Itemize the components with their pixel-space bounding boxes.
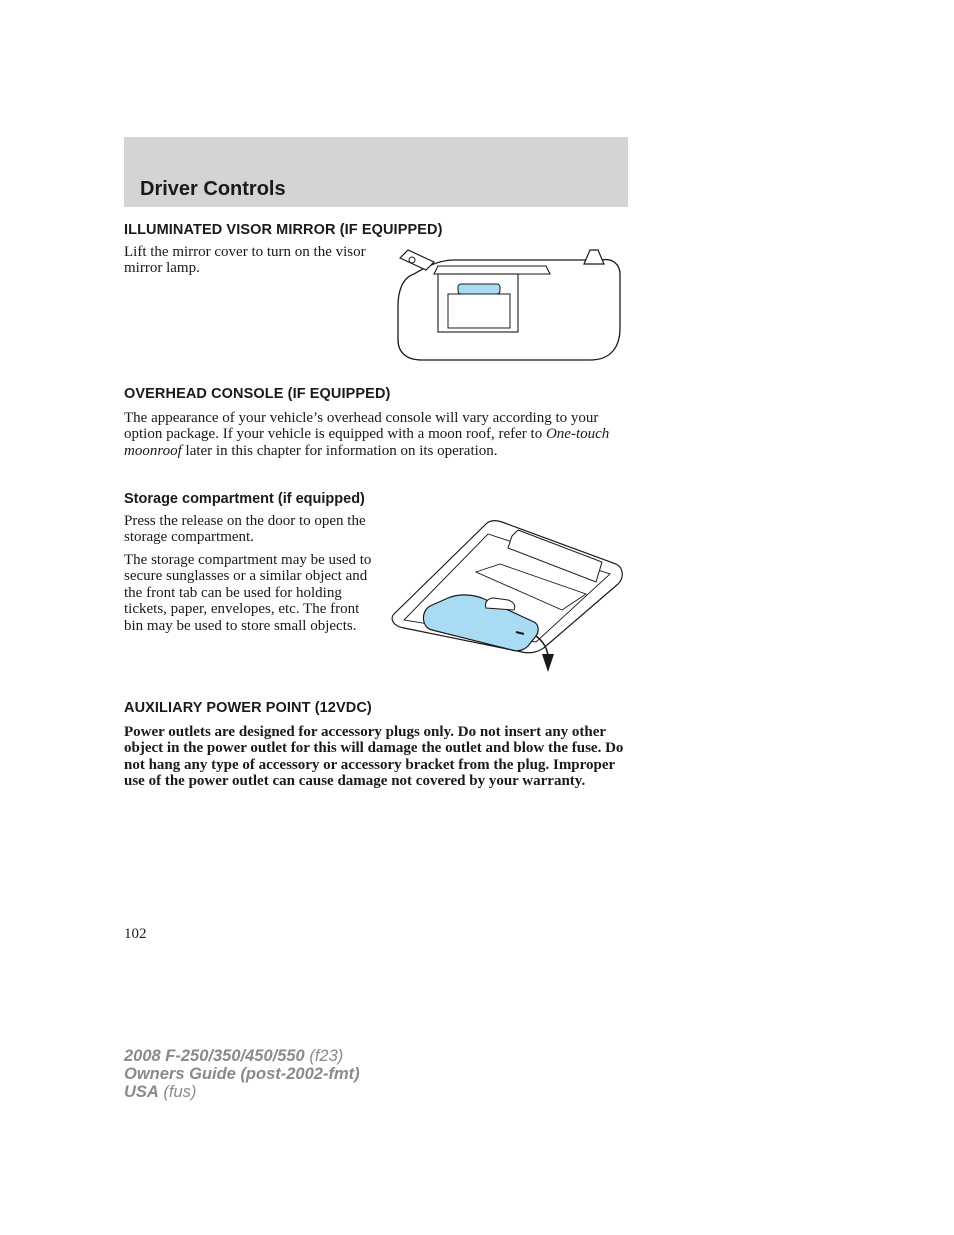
power-point-warning: Power outlets are designed for accessory plugs only. Do not insert any other object in the power outlet for this will damage the outlet and blow the fuse. Do not hang any type of accessory or accessory bracket from the plug. Improper use of the power outlet can cause damage not covered by your warranty. — [124, 724, 624, 790]
footer-line-2 — [124, 1065, 360, 1083]
footer-model: 2008 F-250/350/450/550 — [124, 1047, 305, 1065]
footer-market: USA — [124, 1083, 159, 1101]
console-text-after: later in this chapter for information on its operation. — [181, 442, 498, 459]
visor-mirror-heading: ILLUMINATED VISOR MIRROR (IF EQUIPPED) — [124, 222, 443, 238]
storage-compartment-illustration — [390, 518, 626, 678]
moonroof-reference: One-touch moonroof — [124, 426, 610, 459]
section-title: Driver Controls — [140, 178, 286, 200]
footer-guide-title: Owners Guide (post-2002-fmt) — [124, 1065, 360, 1083]
page-number: 102 — [124, 926, 147, 942]
footer-market-code: (fus) — [158, 1083, 197, 1101]
visor-mirror-illustration — [394, 244, 626, 364]
footer-line-3 — [124, 1083, 360, 1101]
console-text-before: The appearance of your vehicle’s overhead console will vary according to your option package. If your vehicle is equipped with a moon roof, refer to — [124, 410, 599, 443]
overhead-console-text — [124, 410, 628, 459]
storage-text-2: The storage compartment may be used to secure sunglasses or a similar object and the front tab can be used for holding tickets, paper, envelopes, etc. The front bin may be used to store small objects. — [124, 552, 372, 634]
power-point-heading: AUXILIARY POWER POINT (12VDC) — [124, 700, 372, 716]
overhead-console-heading: OVERHEAD CONSOLE (IF EQUIPPED) — [124, 386, 391, 402]
footer-line-1 — [124, 1047, 360, 1065]
storage-compartment-heading: Storage compartment (if equipped) — [124, 491, 365, 507]
document-footer — [124, 1047, 360, 1101]
footer-model-code: (f23) — [304, 1047, 344, 1065]
storage-text-1: Press the release on the door to open the storage compartment. — [124, 513, 366, 546]
visor-mirror-text: Lift the mirror cover to turn on the visor mirror lamp. — [124, 244, 366, 277]
